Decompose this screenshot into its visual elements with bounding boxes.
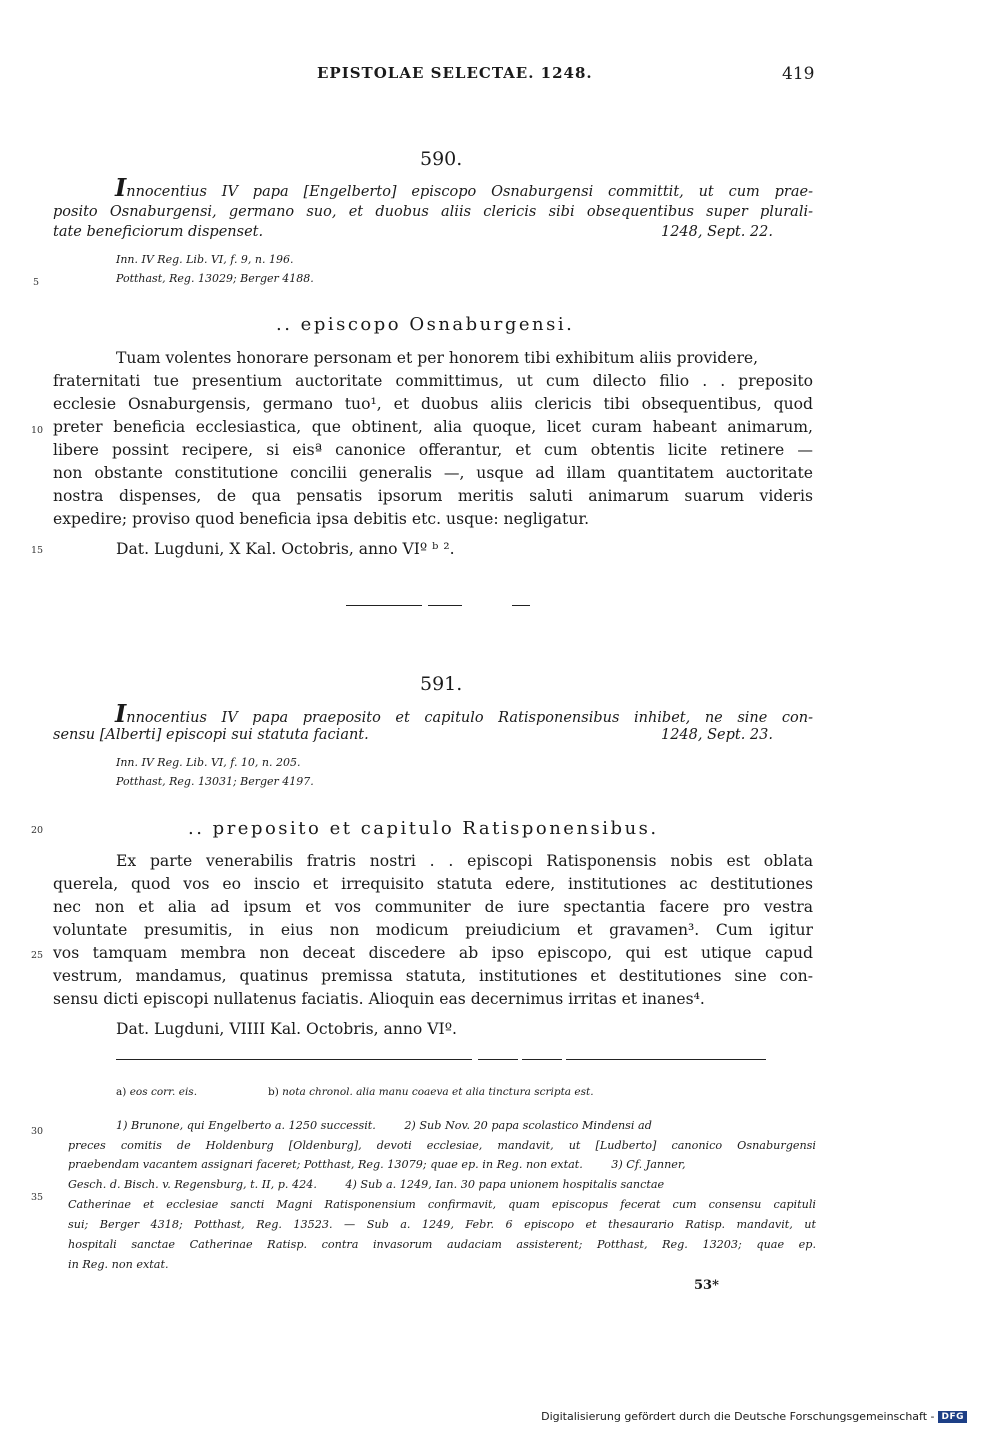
footnote-rule [566,1059,766,1060]
summary-line-3-text: tate beneficiorum dispenset. [53,224,264,240]
credit-text: Digitalisierung gefördert durch die Deutsche Forschungsgemeinschaft - [541,1410,935,1423]
summary-date: 1248, Sept. 22. [660,224,773,240]
summary-date: 1248, Sept. 23. [660,727,773,743]
note-text: eos corr. eis. [129,1086,198,1098]
line-number: 25 [31,950,44,961]
footnote-line: preces comitis de Holdenburg [Oldenburg], devoti ecclesiae, mandavit, ut [Ludberto] canonico Osnaburgensi [68,1139,816,1152]
signature-mark: 53* [694,1278,719,1293]
letter-590-summary-line-2: posito Osnaburgensi, germano suo, et duobus aliis clericis sibi obsequentibus super plurali- [53,204,813,220]
footnote-line: hospitali sanctae Catherinae Ratisp. contra invasorum audaciam assisterent; Potthast, Reg. 13203; quae ep. [68,1238,816,1251]
letter-number-591: 591. [420,673,463,695]
letter-number-590: 590. [420,148,463,170]
letter-590-body-line: nostra dispenses, de qua pensatis ipsorum meritis saluti animarum suarum videris [53,487,813,505]
running-title: EPISTOLAE SELECTAE. 1248. [317,64,593,82]
letter-590-body-line: libere possint recipere, si eisª canonice offerantur, et cum obtentis licite retinere — [53,441,813,459]
line-number: 15 [31,545,44,556]
footnote-line: sui; Berger 4318; Potthast, Reg. 13523. — Sub a. 1249, Febr. 6 episcopo et thesaurario Ratisp. mandavit, ut [68,1218,816,1231]
line-number: 20 [31,825,44,836]
separator-rule [512,605,530,606]
footnote-rule [478,1059,518,1060]
digitization-credit [541,1410,967,1423]
line-number: 35 [31,1192,44,1203]
separator-rule [428,605,462,606]
separator-rule [346,605,422,606]
summary-initial: I [115,699,127,728]
letter-591-body-line: Ex parte venerabilis fratris nostri . . episcopi Ratisponensis nobis est oblata [116,852,813,870]
textual-note-a [116,1086,197,1098]
letter-590-body-line: ecclesie Osnaburgensis, germano tuo¹, et duobus aliis clericis tibi obsequentibus, quod [53,395,813,413]
letter-591-salutation: .. preposito et capitulo Ratisponensibus. [188,818,659,839]
footnote-line: in Reg. non extat. [68,1258,169,1271]
letter-590-dating: Dat. Lugduni, X Kal. Octobris, anno VIº ᵇ ². [116,540,455,558]
dfg-logo: DFG [938,1411,967,1423]
footnote-line: 1) Brunone, qui Engelberto a. 1250 successit. 2) Sub Nov. 20 papa scolastico Mindensi ad [116,1119,652,1132]
letter-591-body-line: nec non et alia ad ipsum et vos communiter de iure spectantia facere pro vestra [53,898,813,916]
line-number: 5 [33,277,40,288]
letter-591-body-line: sensu dicti episcopi nullatenus faciatis. Alioquin eas decernimus irritas et inanes⁴. [53,990,705,1008]
textual-note-b [268,1086,594,1098]
footnote-rule [522,1059,562,1060]
footnote-line: Catherinae et ecclesiae sancti Magni Ratisponensium confirmavit, quam episcopus fecerat cum consensu capituli [68,1198,816,1211]
note-text: nota chronol. alia manu coaeva et alia tinctura scripta est. [282,1086,594,1098]
letter-591-summary-line-1 [53,699,813,728]
note-marker: a) [116,1086,127,1098]
footnote-rule [116,1059,472,1060]
letter-590-body-line: preter beneficia ecclesiastica, que obtinent, alia quoque, licet curam habeant animarum, [53,418,813,436]
letter-590-salutation: .. episcopo Osnaburgensi. [276,314,575,335]
letter-591-source-2: Potthast, Reg. 13031; Berger 4197. [116,775,314,788]
letter-590-source-2: Potthast, Reg. 13029; Berger 4188. [116,272,314,285]
summary-line-2-text: sensu [Alberti] episcopi sui statuta faciant. [53,727,369,743]
letter-590-body-line: Tuam volentes honorare personam et per honorem tibi exhibitum aliis providere, [116,349,759,367]
letter-591-source-1: Inn. IV Reg. Lib. VI, f. 10, n. 205. [116,756,301,769]
letter-591-dating: Dat. Lugduni, VIIII Kal. Octobris, anno VIº. [116,1020,457,1038]
letter-591-summary-line-2 [53,727,773,743]
letter-590-body-line: non obstante constitutione concilii generalis —, usque ad illam quantitatem auctoritate [53,464,813,482]
letter-591-body-line: voluntate presumitis, in eius non modicum preiudicium et gravamen³. Cum igitur [53,921,813,939]
letter-591-body-line: querela, quod vos eo inscio et irrequisito statuta edere, institutiones ac destitutiones [53,875,813,893]
footnote-line: praebendam vacantem assignari faceret; Potthast, Reg. 13079; quae ep. in Reg. non extat. 3) Cf. Janner, [68,1158,686,1171]
page-number: 419 [782,64,815,84]
line-number: 10 [31,425,44,436]
letter-590-source-1: Inn. IV Reg. Lib. VI, f. 9, n. 196. [116,253,294,266]
letter-590-body-line: fraternitati tue presentium auctoritate committimus, ut cum dilecto filio . . preposito [53,372,813,390]
letter-590-summary-line-3 [53,224,773,240]
summary-line-1-text: nnocentius IV papa [Engelberto] episcopo Osnaburgensi committit, ut cum prae- [126,184,813,200]
footnote-line: Gesch. d. Bisch. v. Regensburg, t. II, p. 424. 4) Sub a. 1249, Ian. 30 papa unionem hospitalis sanctae [68,1178,665,1191]
summary-initial: I [115,173,127,202]
summary-line-1-text: nnocentius IV papa praeposito et capitulo Ratisponensibus inhibet, ne sine con- [126,710,813,726]
letter-590-summary-line-1 [53,173,813,202]
line-number: 30 [31,1126,44,1137]
note-marker: b) [268,1086,279,1098]
letter-591-body-line: vestrum, mandamus, quatinus premissa statuta, institutiones et destitutiones sine con- [53,967,813,985]
letter-591-body-line: vos tamquam membra non deceat discedere ab ipso episcopo, qui est utique capud [53,944,813,962]
letter-590-body-line: expedire; proviso quod beneficia ipsa debitis etc. usque: negligatur. [53,510,590,528]
